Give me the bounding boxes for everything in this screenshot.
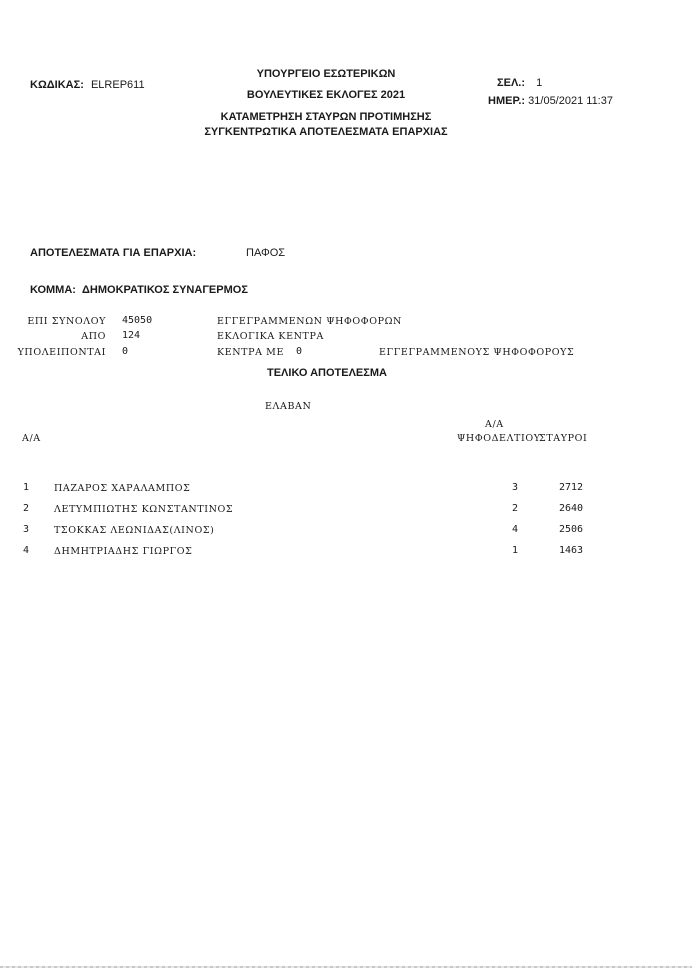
col-ballot-header: ΨΗΦΟΔΕΛΤΙΟΥ bbox=[457, 433, 541, 444]
elections-title: ΒΟΥΛΕΥΤΙΚΕΣ ΕΚΛΟΓΕΣ 2021 bbox=[246, 89, 406, 101]
ministry-title: ΥΠΟΥΡΓΕΙΟ ΕΣΩΤΕΡΙΚΩΝ bbox=[256, 68, 396, 80]
page-bottom-edge bbox=[0, 966, 692, 968]
code-label: ΚΩΔΙΚΑΣ: bbox=[30, 79, 84, 91]
ballot-number: 4 bbox=[512, 524, 519, 535]
ballot-number: 3 bbox=[512, 482, 519, 493]
from-label: ΑΠΟ bbox=[81, 331, 106, 342]
centers-desc: ΕΓΓΕΓΡΑΜΜΕΝΟΥΣ ΨΗΦΟΦΟΡΟΥΣ bbox=[379, 347, 575, 358]
candidate-name: ΔΗΜΗΤΡΙΑΔΗΣ ΓΙΩΡΓΟΣ bbox=[54, 546, 193, 557]
from-desc: ΕΚΛΟΓΙΚΑ ΚΕΝΤΡΑ bbox=[217, 331, 324, 342]
result-title: ΤΕΛΙΚΟ ΑΠΟΤΕΛΕΣΜΑ bbox=[267, 367, 387, 379]
row-aa: 2 bbox=[23, 503, 30, 514]
candidate-name: ΛΕΤΥΜΠΙΩΤΗΣ ΚΩΝΣΤΑΝΤΙΝΟΣ bbox=[54, 504, 234, 515]
remaining-label: ΥΠΟΛΕΙΠΟΝΤΑΙ bbox=[17, 347, 106, 358]
report-date bbox=[488, 95, 613, 107]
total-label: ΕΠΙ ΣΥΝΟΛΟΥ bbox=[27, 316, 106, 327]
centers-value: 0 bbox=[296, 346, 303, 357]
received-label: ΕΛΑΒΑΝ bbox=[265, 401, 312, 412]
centers-label: ΚΕΝΤΡΑ ΜΕ bbox=[217, 347, 285, 358]
row-aa: 4 bbox=[23, 545, 30, 556]
ballot-number: 1 bbox=[512, 545, 519, 556]
page-label: ΣΕΛ.: bbox=[497, 77, 525, 89]
code-field bbox=[30, 79, 145, 91]
date-label: ΗΜΕΡ.: bbox=[488, 95, 526, 107]
col-ballot-header-top: Α/Α bbox=[485, 419, 504, 430]
party-value: ΔΗΜΟΚΡΑΤΙΚΟΣ ΣΥΝΑΓΕΡΜΟΣ bbox=[82, 284, 248, 296]
report-subtitle: ΣΥΓΚΕΝΤΡΩΤΙΚΑ ΑΠΟΤΕΛΕΣΜΑΤΑ ΕΠΑΡΧΙΑΣ bbox=[204, 126, 448, 138]
page-number bbox=[497, 77, 542, 89]
remaining-value: 0 bbox=[122, 346, 129, 357]
page-value: 1 bbox=[536, 77, 543, 89]
district-label: ΑΠΟΤΕΛΕΣΜΑΤΑ ΓΙΑ ΕΠΑΡΧΙΑ: bbox=[30, 247, 197, 259]
crosses-value: 2640 bbox=[559, 503, 584, 514]
crosses-value: 2506 bbox=[559, 524, 584, 535]
district-value: ΠΑΦΟΣ bbox=[246, 247, 286, 259]
party-label: ΚΟΜΜΑ: bbox=[30, 284, 76, 296]
col-aa-header: Α/Α bbox=[22, 433, 41, 444]
total-value: 45050 bbox=[122, 315, 153, 326]
crosses-value: 1463 bbox=[559, 545, 584, 556]
report-title: ΚΑΤΑΜΕΤΡΗΣΗ ΣΤΑΥΡΩΝ ΠΡΟΤΙΜΗΣΗΣ bbox=[220, 111, 432, 123]
col-crosses-header: ΣΤΑΥΡΟΙ bbox=[539, 433, 588, 444]
ballot-number: 2 bbox=[512, 503, 519, 514]
row-aa: 1 bbox=[23, 482, 30, 493]
crosses-value: 2712 bbox=[559, 482, 584, 493]
row-aa: 3 bbox=[23, 524, 30, 535]
from-value: 124 bbox=[122, 330, 141, 341]
candidate-name: ΤΣΟΚΚΑΣ ΛΕΩΝΙΔΑΣ(ΛΙΝΟΣ) bbox=[54, 525, 215, 536]
date-value: 31/05/2021 11:37 bbox=[528, 95, 613, 107]
candidate-name: ΠΑΖΑΡΟΣ ΧΑΡΑΛΑΜΠΟΣ bbox=[54, 483, 191, 494]
total-desc: ΕΓΓΕΓΡΑΜΜΕΝΩΝ ΨΗΦΟΦΟΡΩΝ bbox=[217, 316, 402, 327]
code-value: ELREP611 bbox=[90, 79, 145, 91]
party-field bbox=[30, 284, 248, 296]
